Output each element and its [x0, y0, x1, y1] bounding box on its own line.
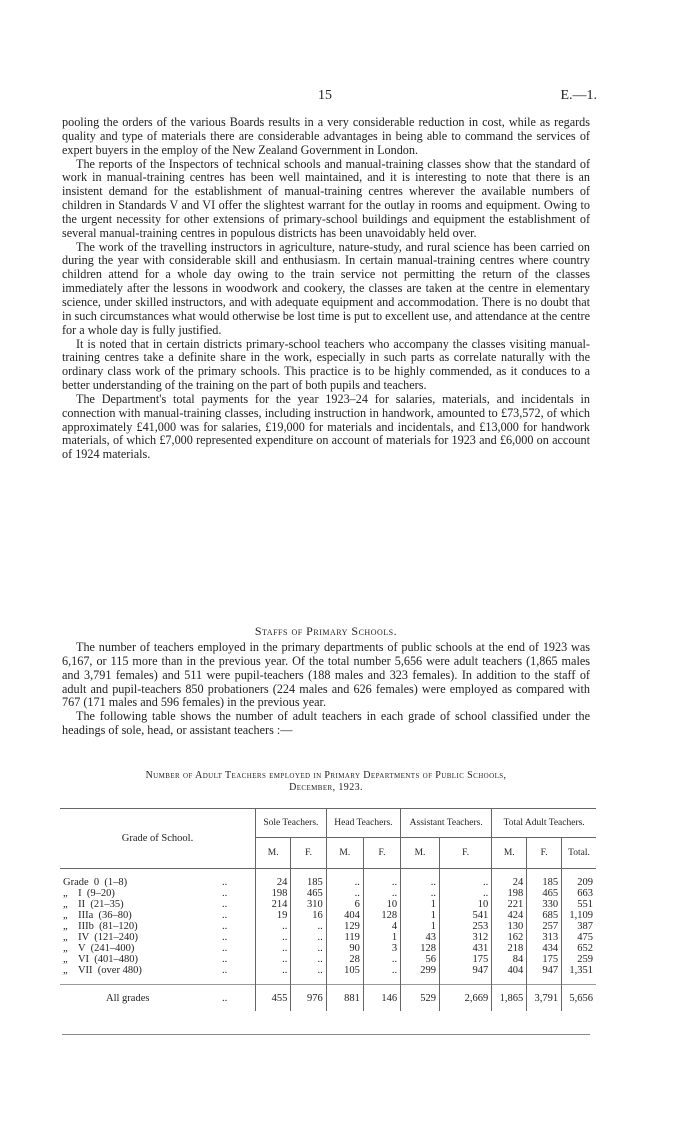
table-cell: 1,109	[562, 910, 596, 921]
table-cell: 881	[326, 985, 363, 1012]
table-cell: 16	[291, 910, 326, 921]
table-cell: ..	[291, 965, 326, 976]
table-cell: 43	[401, 932, 440, 943]
grade-label: „ VI (401–480)	[63, 954, 139, 965]
table-cell: 947	[527, 965, 562, 976]
grade-label: „ IIIa (36–80)	[63, 910, 132, 921]
leader-dots: ..	[222, 943, 228, 954]
table-cell: 330	[527, 899, 562, 910]
table-row	[60, 921, 596, 932]
table-cell: 130	[492, 921, 527, 932]
group-header-total: Total Adult Teachers.	[492, 809, 596, 838]
table-cell: ..	[256, 932, 291, 943]
table-cell: ..	[291, 954, 326, 965]
grade-label: „ II (21–35)	[63, 899, 124, 910]
table-cell: ..	[363, 877, 400, 888]
page-number: 15	[318, 88, 332, 103]
table-cell: 162	[492, 932, 527, 943]
table-cell: 947	[439, 965, 491, 976]
table-cell: 541	[439, 910, 491, 921]
table-cell: ..	[256, 921, 291, 932]
table-cell: 84	[492, 954, 527, 965]
table-cell: 209	[562, 877, 596, 888]
paragraph: It is noted that in certain districts primary-school teachers who accompany the classes visiting manual-training centres take a definite share in the work, especially in such parts as correlate naturally with the ordinary class work of the primary schools. This practice is to be highly commended, as it conduces to a better understanding of the training on the part of both pupils and teachers.	[62, 336, 590, 393]
paragraph: The following table shows the number of adult teachers in each grade of school classified under the headings of sole, head, or assistant teachers :—	[62, 709, 590, 738]
sub-header: F.	[527, 838, 562, 869]
table-cell: ..	[363, 965, 400, 976]
grade-label: „ IV (121–240)	[63, 932, 139, 943]
leader-dots: ..	[222, 932, 228, 943]
table-row	[60, 910, 596, 921]
sub-header: M.	[256, 838, 291, 869]
grade-label: „ I (9–20)	[63, 888, 115, 899]
grade-label: „ V (241–400)	[63, 943, 135, 954]
table-cell: 1	[363, 932, 400, 943]
table-cell: ..	[401, 877, 440, 888]
leader-dots: ..	[222, 921, 228, 932]
teachers-table	[60, 808, 596, 1011]
table-cell: 146	[363, 985, 400, 1012]
table-cell: 299	[401, 965, 440, 976]
group-header-head: Head Teachers.	[326, 809, 400, 838]
leader-dots: ..	[219, 985, 256, 1012]
paragraph: The reports of the Inspectors of technical schools and manual-training classes show that the standard of work in manual-training centres has been well maintained, and it is interesting to note that there is an insistent demand for the establishment of manual-training centres wherever the available numbers of children in Standards V and VI offer the slightest warrant for the outlay in rooms and equipment. Owing to the urgent necessity for other extensions of primary-school buildings and equipment the establishment of several manual-training centres in populous districts has been unavoidably held over.	[62, 156, 590, 240]
table-cell: 551	[562, 899, 596, 910]
leader-dots: ..	[222, 877, 228, 888]
table-cell: 1	[401, 899, 440, 910]
sub-header: M.	[492, 838, 527, 869]
table-row	[60, 899, 596, 910]
table-cell: 4	[363, 921, 400, 932]
table-caption-line: Number of Adult Teachers employed in Primary Departments of Public Schools,	[145, 770, 507, 781]
table-cell: 253	[439, 921, 491, 932]
table-cell: 257	[527, 921, 562, 932]
table-cell: ..	[256, 965, 291, 976]
table-cell: 310	[291, 899, 326, 910]
table-cell: ..	[291, 932, 326, 943]
body-section-1	[62, 116, 590, 462]
sub-header: F.	[363, 838, 400, 869]
sub-header: M.	[401, 838, 440, 869]
table-cell: 312	[439, 932, 491, 943]
leader-dots: ..	[222, 954, 228, 965]
table-cell: ..	[291, 943, 326, 954]
sub-header: Total.	[562, 838, 596, 869]
sub-header: F.	[291, 838, 326, 869]
table-row	[60, 954, 596, 965]
section-heading: Staffs of Primary Schools.	[254, 624, 398, 638]
group-header-assistant: Assistant Teachers.	[401, 809, 492, 838]
table-cell: 475	[562, 932, 596, 943]
table-cell: 387	[562, 921, 596, 932]
table-cell: 90	[326, 943, 363, 954]
table-cell: 404	[326, 910, 363, 921]
table-body	[60, 877, 596, 976]
table-cell: 465	[527, 888, 562, 899]
running-header	[0, 88, 700, 108]
sub-header: M.	[326, 838, 363, 869]
table-cell: ..	[363, 888, 400, 899]
table-cell: 5,656	[562, 985, 596, 1012]
table-cell: 198	[492, 888, 527, 899]
table-cell: 431	[439, 943, 491, 954]
table-cell: 185	[527, 877, 562, 888]
table-cell: 218	[492, 943, 527, 954]
table-cell: 185	[291, 877, 326, 888]
table-cell: ..	[401, 888, 440, 899]
table-cell: 465	[291, 888, 326, 899]
table-cell: 313	[527, 932, 562, 943]
table-cell: ..	[256, 954, 291, 965]
body-section-2	[62, 641, 590, 738]
table-cell: 976	[291, 985, 326, 1012]
table-cell: 259	[562, 954, 596, 965]
table-cell: 434	[527, 943, 562, 954]
leader-dots: ..	[222, 910, 228, 921]
table-row	[60, 943, 596, 954]
table-caption	[62, 770, 590, 794]
table-cell: 685	[527, 910, 562, 921]
table-cell: 24	[492, 877, 527, 888]
paragraph: The number of teachers employed in the primary departments of public schools at the end of 1923 was 6,167, or 115 more than in the previous year. Of the total number 5,656 were adult teachers (1,865 males and 3,791 females) and 511 were pupil-teachers (188 males and 323 females). In addition to the staff of adult and pupil-teachers 850 probationers (224 males and 626 females) were employed as compared with 767 (171 males and 596 females) in the previous year.	[62, 640, 590, 710]
table-cell: 175	[439, 954, 491, 965]
table-cell: 198	[256, 888, 291, 899]
table-cell: ..	[439, 888, 491, 899]
table-cell: 19	[256, 910, 291, 921]
table-cell: 119	[326, 932, 363, 943]
table-cell: 404	[492, 965, 527, 976]
table-cell: 221	[492, 899, 527, 910]
table-total-row	[60, 985, 596, 1012]
paragraph: The work of the travelling instructors in agriculture, nature-study, and rural science has been carried on during the year with considerable skill and enthusiasm. In certain manual-training centres where country children attend for a whole day owing to the train service not permitting the return of the classes immediately after the lessons in woodwork and cookery, the classes are taken at the centre in elementary science, under skilled instructors, and with adequate equipment and accommodation. There is no doubt that in such circumstances what would otherwise be lost time is put to excellent use, and attendance at the centre for a whole day is fully justified.	[62, 239, 590, 337]
table-cell: 24	[256, 877, 291, 888]
table-cell: 128	[363, 910, 400, 921]
table-row	[60, 965, 596, 976]
table-cell: 128	[401, 943, 440, 954]
table-cell: 2,669	[439, 985, 491, 1012]
table-cell: 652	[562, 943, 596, 954]
paragraph: The Department's total payments for the year 1923–24 for salaries, materials, and incidentals in connection with manual-training classes, including instruction in handwork, amounted to £73,572, of which approximately £41,000 was for salaries, £19,000 for materials and incidentals, and £13,000 for handwork materials, of which £7,000 represented expenditure on account of materials for 1923 and £6,000 on account of 1924 materials.	[62, 391, 590, 462]
leader-dots: ..	[222, 899, 228, 910]
table-cell: 1	[401, 910, 440, 921]
table-cell: 105	[326, 965, 363, 976]
table-cell: ..	[291, 921, 326, 932]
grade-label: „ IIIb (81–120)	[63, 921, 138, 932]
table-cell: 175	[527, 954, 562, 965]
grade-header: Grade of School.	[60, 809, 256, 869]
table-cell: ..	[326, 888, 363, 899]
table-cell: 1,351	[562, 965, 596, 976]
table-cell: ..	[256, 943, 291, 954]
table-cell: 129	[326, 921, 363, 932]
bottom-rule	[62, 1034, 590, 1035]
table-cell: 6	[326, 899, 363, 910]
table-cell: 3,791	[527, 985, 562, 1012]
table-cell: 3	[363, 943, 400, 954]
table-row	[60, 932, 596, 943]
table-row	[60, 877, 596, 888]
table-cell: 455	[256, 985, 291, 1012]
table-cell: ..	[439, 877, 491, 888]
table-group-header-row	[60, 809, 596, 838]
table-cell: 10	[363, 899, 400, 910]
table-cell: 529	[401, 985, 440, 1012]
leader-dots: ..	[222, 888, 228, 899]
group-header-sole: Sole Teachers.	[256, 809, 327, 838]
sub-header: F.	[439, 838, 491, 869]
grade-label: „ VII (over 480)	[63, 965, 142, 976]
table-cell: 10	[439, 899, 491, 910]
table-cell: ..	[363, 954, 400, 965]
table-cell: 56	[401, 954, 440, 965]
table-cell: 424	[492, 910, 527, 921]
grade-label: Grade 0 (1–8)	[63, 877, 128, 888]
table-cell: ..	[326, 877, 363, 888]
table-cell: 214	[256, 899, 291, 910]
table-cell: 663	[562, 888, 596, 899]
table-cell: 1,865	[492, 985, 527, 1012]
section-code: E.—1.	[560, 88, 597, 103]
table-cell: 1	[401, 921, 440, 932]
paragraph: pooling the orders of the various Boards results in a very considerable reduction in cost, while as regards quality and type of materials there are considerable advantages in being able to command the services of expert buyers in the employ of the New Zealand Government in London.	[62, 115, 590, 157]
total-label: All grades	[60, 985, 219, 1012]
table-row	[60, 888, 596, 899]
leader-dots: ..	[222, 965, 228, 976]
table-caption-line: December, 1923.	[289, 782, 363, 793]
table-cell: 28	[326, 954, 363, 965]
